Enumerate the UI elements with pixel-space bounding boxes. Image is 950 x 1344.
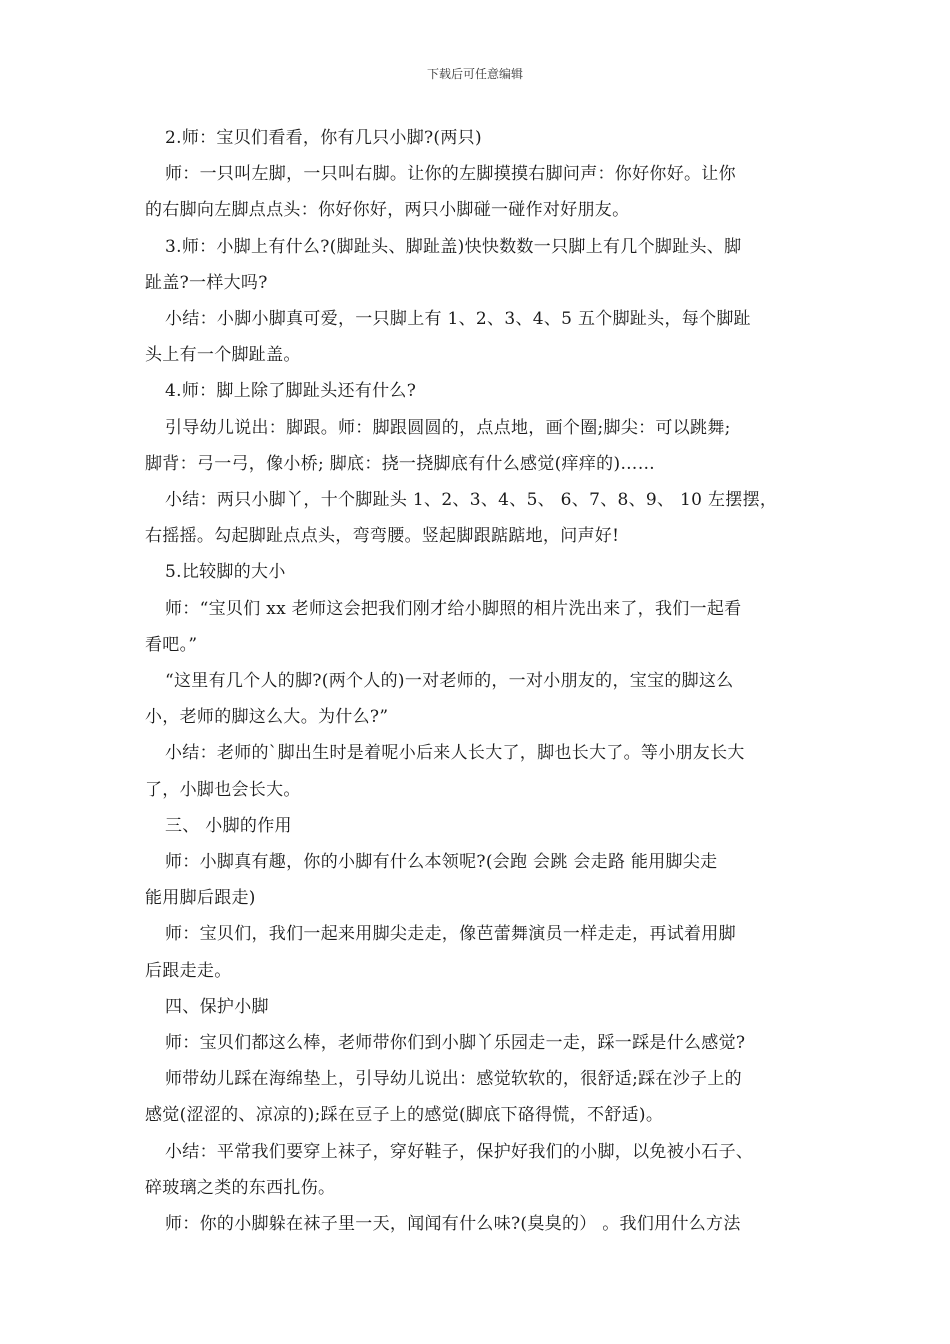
text-line: 小结：小脚小脚真可爱，一只脚上有 1、2、3、4、5 五个脚趾头，每个脚趾 xyxy=(165,309,751,330)
text-line: 师：一只叫左脚，一只叫右脚。让你的左脚摸摸右脚问声：你好你好。让你 xyxy=(165,164,736,185)
text-line: 3.师：小脚上有什么?(脚趾头、脚趾盖)快快数数一只脚上有几个脚趾头、脚 xyxy=(165,236,742,257)
text-line: 脚背：弓一弓，像小桥; 脚底：挠一挠脚底有什么感觉(痒痒的)…… xyxy=(145,453,655,474)
text-line: “这里有几个人的脚?(两个人的)一对老师的，一对小朋友的，宝宝的脚这么 xyxy=(165,671,734,692)
text-line: 能用脚后跟走) xyxy=(145,888,256,909)
text-line: 的右脚向左脚点点头：你好你好，两只小脚碰一碰作对好朋友。 xyxy=(145,200,630,221)
text-line: 引导幼儿说出：脚跟。师：脚跟圆圆的，点点地，画个圈;脚尖：可以跳舞; xyxy=(165,417,731,438)
text-line: 师：小脚真有趣，你的小脚有什么本领呢?(会跑 会跳 会走路 能用脚尖走 xyxy=(165,852,718,873)
document-body xyxy=(145,120,813,1242)
text-line: 师带幼儿踩在海绵垫上，引导幼儿说出：感觉软软的，很舒适;踩在沙子上的 xyxy=(165,1069,742,1090)
text-line: 后跟走走。 xyxy=(145,960,232,981)
text-line: 右摇摇。勾起脚趾点点头，弯弯腰。竖起脚跟踮踮地，问声好! xyxy=(145,526,620,547)
text-line: 三、 小脚的作用 xyxy=(165,815,292,836)
text-line: 头上有一个脚趾盖。 xyxy=(145,345,301,366)
text-line: 感觉(涩涩的、凉凉的);踩在豆子上的感觉(脚底下硌得慌，不舒适)。 xyxy=(145,1105,664,1126)
text-line: 2.师：宝贝们看看，你有几只小脚?(两只) xyxy=(165,128,482,148)
text-line: 了，小脚也会长大。 xyxy=(145,779,301,800)
text-line: 4.师：脚上除了脚趾头还有什么? xyxy=(165,381,417,402)
text-line: 师：宝贝们，我们一起来用脚尖走走，像芭蕾舞演员一样走走，再试着用脚 xyxy=(165,924,736,945)
text-line: 碎玻璃之类的东西扎伤。 xyxy=(145,1177,336,1198)
text-line: 小结：老师的`脚出生时是着呢小后来人长大了，脚也长大了。等小朋友长大 xyxy=(165,743,745,764)
text-line: 5.比较脚的大小 xyxy=(165,562,286,583)
text-line: 小结：两只小脚丫，十个脚趾头 1、2、3、4、5、 6、7、8、9、 10 左摆摆， xyxy=(165,490,778,511)
text-line: 趾盖?一样大吗? xyxy=(145,272,268,293)
text-line: 看吧。” xyxy=(145,634,198,655)
text-line: 师：你的小脚躲在袜子里一天，闻闻有什么味?(臭臭的） 。我们用什么方法 xyxy=(165,1214,741,1235)
text-line: 小，老师的脚这么大。为什么?” xyxy=(145,707,389,728)
text-line: 师：宝贝们都这么棒，老师带你们到小脚丫乐园走一走，踩一踩是什么感觉? xyxy=(165,1033,746,1054)
text-line: 小结：平常我们要穿上袜子，穿好鞋子，保护好我们的小脚，以免被小石子、 xyxy=(165,1141,754,1162)
text-line: 师：“宝贝们 xx 老师这会把我们刚才给小脚照的相片洗出来了，我们一起看 xyxy=(165,598,742,619)
text-line: 四、保护小脚 xyxy=(165,996,269,1017)
page-header: 下载后可任意编辑 xyxy=(426,67,523,81)
